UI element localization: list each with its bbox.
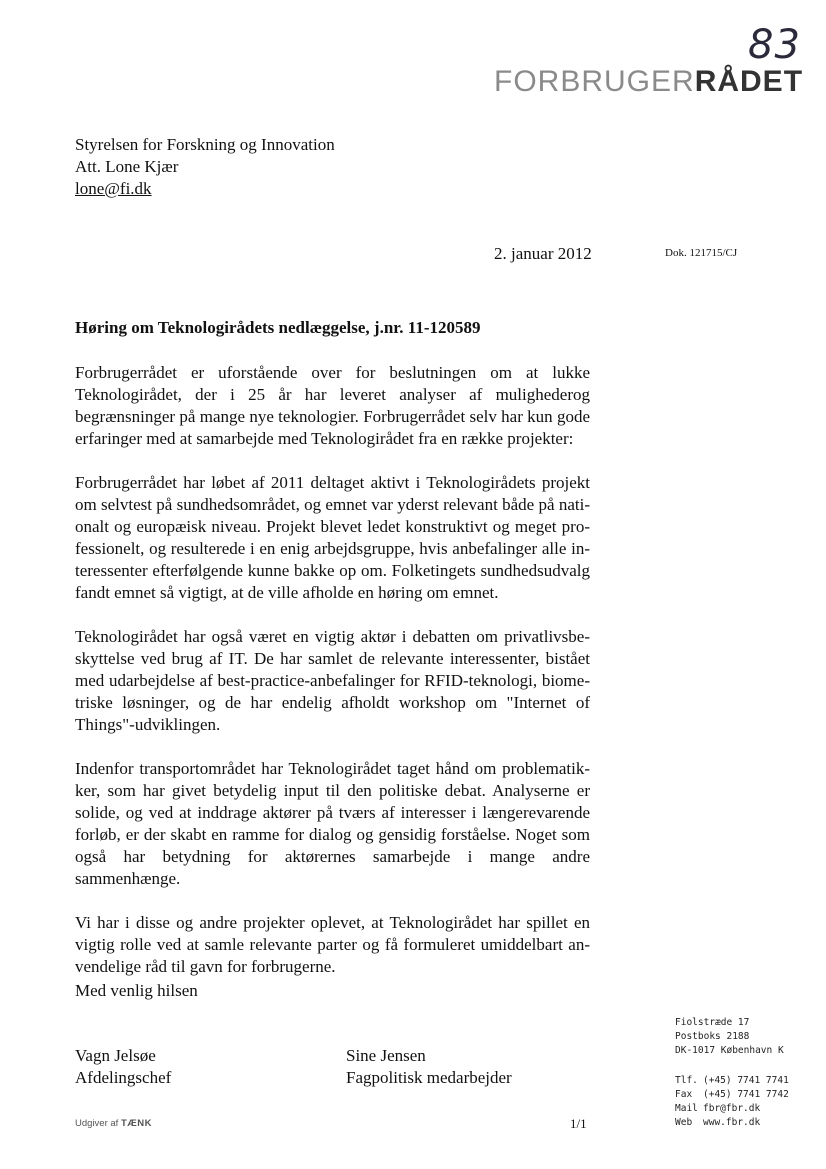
paragraph-2: Forbrugerrådet har løbet af 2011 deltaget aktivt i Teknologirådets projekt om selvtest på sundhedsområdet, og emnet var yderst relevant både på nationalt og europæisk niveau. Projekt blevet ledet konstruktivt og meget professionelt, og resulterede i en enig arbejdsgruppe, hvis anbefalinger alle interessenter efterfølgende kunne bakke op om. Folketingets sundhedsudvalg fandt emnet så vigtigt, at de ville afholde en høring om emnet. (75, 473, 590, 602)
letter-body (75, 362, 590, 1000)
contact-phone-value: (+45) 7741 7741 (703, 1075, 789, 1086)
signature-1-title: Afdelingschef (75, 1068, 172, 1087)
contact-mail-value[interactable]: fbr@fbr.dk (703, 1103, 761, 1114)
contact-web (675, 1116, 789, 1130)
letter-heading: Høring om Teknologirådets nedlæggelse, j.nr. 11-120589 (75, 318, 481, 337)
letter-date: 2. januar 2012 (494, 244, 592, 263)
page-number: 1/1 (570, 1116, 587, 1131)
publisher-footer (75, 1118, 152, 1129)
recipient-block (75, 134, 335, 200)
contact-fax-label: Fax (675, 1089, 693, 1100)
closing-greeting: Med venlig hilsen (75, 981, 198, 1000)
sender-address (675, 1016, 784, 1058)
signature-1 (75, 1045, 171, 1089)
forbrugerraadet-logo (494, 62, 804, 102)
address-street: Fiolstræde 17 (675, 1017, 750, 1028)
paragraph-4: Indenfor transportområdet har Teknologirådet taget hånd om problematikker, som har givet betydelig input til den politiske debat. Analyserne er solide, og ved at inddrage aktører på tværs af interesser i længerevarende forløb, er der skabt en ramme for dialog og gensidig forståelse. Noget som også har betydning for aktørernes samarbejde i mange andre sammenhænge. (75, 759, 590, 888)
signature-2-name: Sine Jensen (346, 1046, 426, 1065)
contact-mail (675, 1102, 789, 1116)
contact-fax-value: (+45) 7741 7742 (703, 1089, 789, 1100)
contact-phone (675, 1074, 789, 1088)
handwritten-page-number: 83 (748, 22, 801, 68)
document-reference: Dok. 121715/CJ (665, 247, 738, 259)
contact-phone-label: Tlf. (675, 1075, 698, 1086)
signature-2-title: Fagpolitisk medarbejder (346, 1068, 512, 1087)
paragraph-3: Teknologirådet har også været en vigtig aktør i debatten om privatlivsbeskyttelse ved brug af IT. De har samlet de relevante interessenter, bistået med udarbejdelse af best-practice-anbefalinger for RFID-teknologi, biometriske løsninger, og de har endelig afholdt workshop om "Internet of Things"-udviklingen. (75, 627, 590, 734)
recipient-email-link[interactable]: lone@fi.dk (75, 179, 152, 198)
signature-2 (346, 1045, 512, 1089)
address-pobox: Postboks 2188 (675, 1031, 750, 1042)
recipient-organization: Styrelsen for Forskning og Innovation (75, 135, 335, 154)
paragraph-5: Vi har i disse og andre projekter oplevet, at Teknologirådet har spillet en vigtig rolle ved at samle relevante parter og få formuleret umiddelbart anvendelige råd til gavn for forbrugerne. (75, 913, 590, 976)
recipient-attention: Att. Lone Kjær (75, 157, 179, 176)
sender-contact (675, 1074, 789, 1130)
logo-part-2: RÅDET (694, 65, 804, 98)
paragraph-1: Forbrugerrådet er uforstående over for beslutningen om at lukke Teknologirådet, der i 25 år har leveret analyser af mulighederog begrænsninger på mange nye teknologier. Forbrugerrådet selv har kun gode erfaringer med at samarbejde med Teknologirådet fra en række projekter: (75, 363, 590, 448)
logo-part-1: FORBRUGER (494, 65, 695, 98)
contact-web-label: Web (675, 1117, 693, 1128)
signature-1-name: Vagn Jelsøe (75, 1046, 156, 1065)
contact-web-value[interactable]: www.fbr.dk (703, 1117, 761, 1128)
address-city: DK-1017 København K (675, 1045, 784, 1056)
contact-fax (675, 1088, 789, 1102)
contact-mail-label: Mail (675, 1103, 698, 1114)
taenk-logo: TÆNK (120, 1118, 152, 1129)
publisher-prefix: Udgiver af (75, 1118, 119, 1129)
